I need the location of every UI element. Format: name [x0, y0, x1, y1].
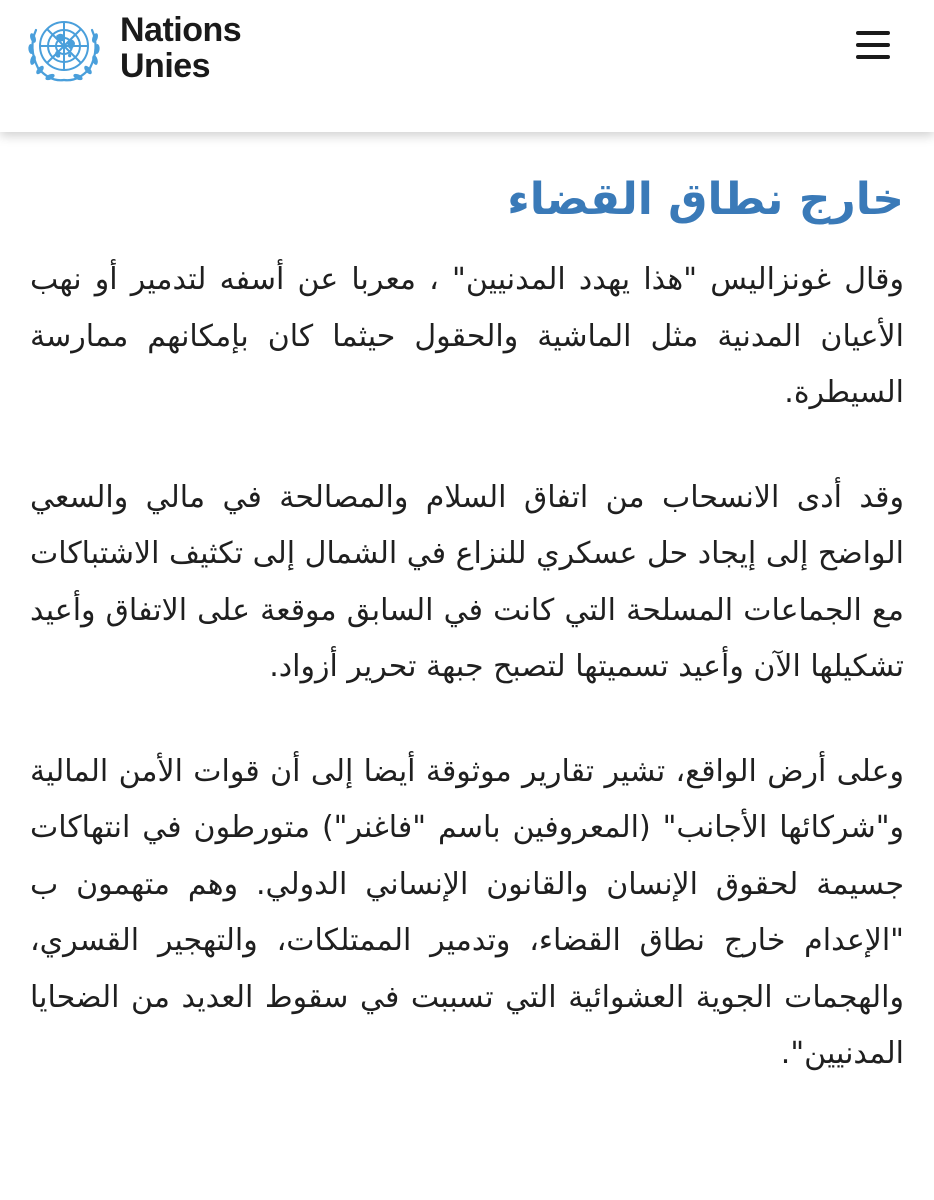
site-header — [0, 0, 934, 132]
hamburger-menu-icon-bar — [856, 43, 890, 47]
article-paragraph-2: وقد أدى الانسحاب من اتفاق السلام والمصالحة في مالي والسعي الواضح إلى إيجاد حل عسكري للنزاع في الشمال إلى تكثيف الاشتباكات مع الجماعات المسلحة التي كانت في السابق موقعة على الاتفاق وأعيد تشكيلها الآن وأعيد تسميتها لتصبح جبهة تحرير أزواد. — [30, 479, 904, 684]
brand-line-1: Nations — [120, 11, 242, 49]
un-emblem-icon — [22, 8, 106, 88]
brand-wordmark — [120, 12, 241, 84]
hamburger-menu-button[interactable] — [856, 27, 894, 63]
article-title: خارج نطاق القضاء — [507, 174, 904, 225]
article-content — [30, 132, 904, 1083]
article-paragraph-3: وعلى أرض الواقع، تشير تقارير موثوقة أيضا إلى أن قوات الأمن المالية و"شركائها الأجانب" (المعروفين باسم "فاغنر") متورطون في انتهاكات جسيمة لحقوق الإنسان والقانون الإنساني الدولي. وهم متهمون ب "الإعدام خارج نطاق القضاء، وتدمير الممتلكات، والتهجير القسري، والهجمات الجوية العشوائية التي تسببت في سقوط العديد من الضحايا المدنيين". — [30, 753, 904, 1071]
brand-line-2: Unies — [120, 47, 211, 85]
site-logo-link[interactable] — [22, 8, 241, 88]
hamburger-menu-icon — [856, 31, 890, 35]
article-paragraph-1: وقال غونزاليس "هذا يهدد المدنيين" ، معربا عن أسفه لتدمير أو نهب الأعيان المدنية مثل الماشية والحقول حيثما كان بإمكانهم ممارسة السيطرة. — [30, 262, 904, 410]
hamburger-menu-icon-bar — [856, 55, 890, 59]
